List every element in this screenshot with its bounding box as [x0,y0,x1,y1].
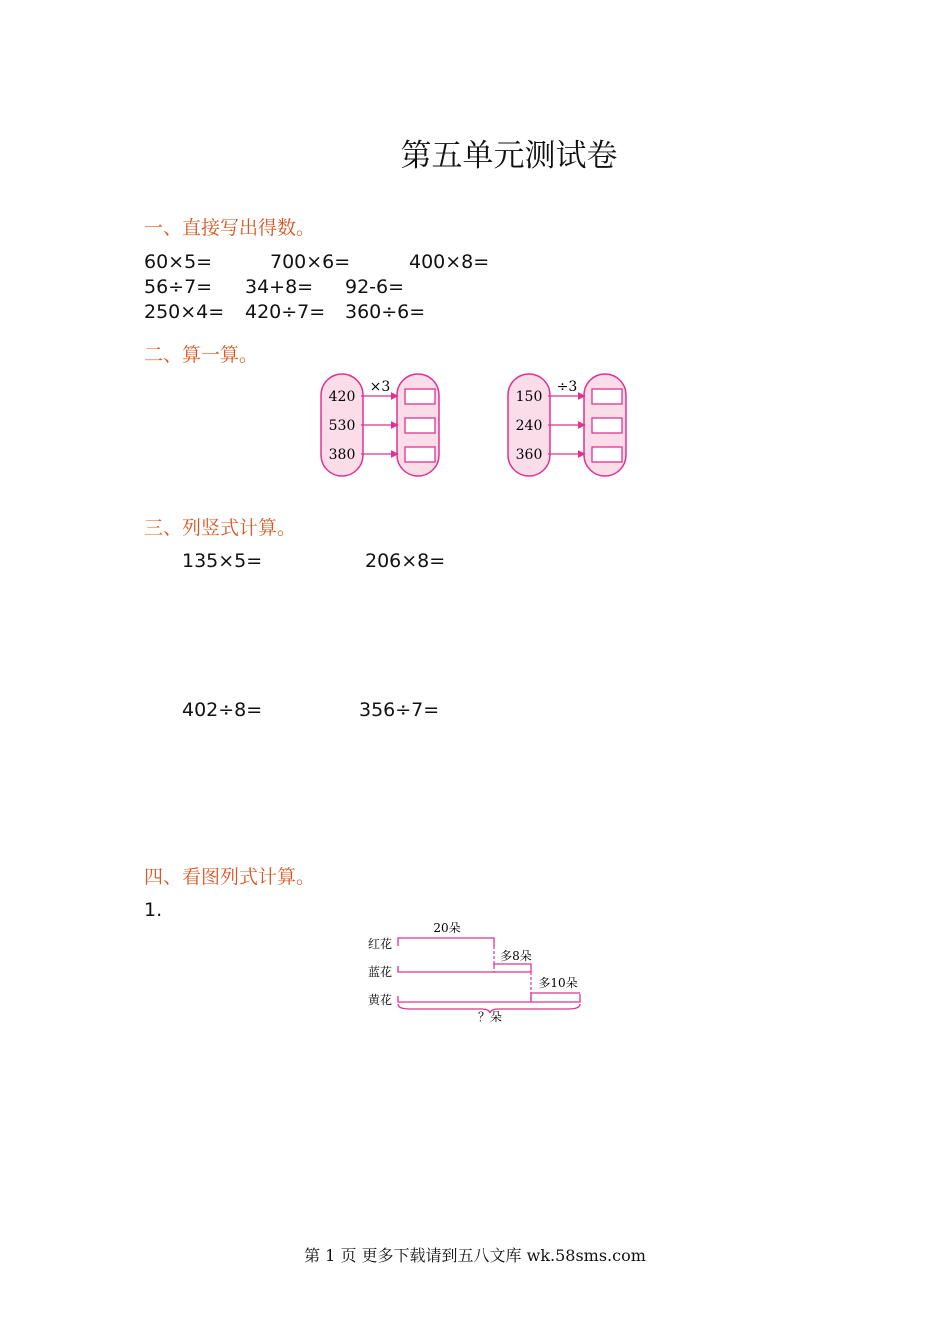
vertical-problem: 402÷8= [182,699,263,721]
machine-operator: ×3 [369,379,391,395]
section-3-heading: 三、列竖式计算。 [144,517,297,539]
yellow-bar [398,994,580,1002]
answer-box[interactable] [405,447,435,462]
blue-more-label: 多8朵 [500,949,532,963]
blue-flower-label: 蓝花 [368,965,393,979]
machine-divide-3 [508,374,626,476]
machine-input: 420 [328,389,356,405]
answer-box[interactable] [592,389,622,404]
answer-box[interactable] [405,389,435,404]
machine-operator: ÷3 [556,379,578,395]
machine-input: 380 [328,447,356,463]
oral-item: 60×5= [144,251,213,273]
machine-input: 240 [515,418,543,434]
machine-input: 360 [515,447,543,463]
problem-number: 1. [144,899,163,921]
page-footer: 第 1 页 更多下载请到五八文库 wk.58sms.com [304,1246,646,1265]
flower-bar-diagram [368,921,580,1024]
oral-item: 56÷7= [144,276,213,298]
oral-item: 400×8= [409,251,490,273]
oral-item: 420÷7= [245,301,326,323]
vertical-problem: 356÷7= [359,699,440,721]
machine-input: 150 [515,389,543,405]
question-label: ？朵 [477,1010,503,1024]
section-4-heading: 四、看图列式计算。 [144,866,316,888]
red-count-label: 20朵 [433,921,461,935]
oral-item: 250×4= [144,301,225,323]
answer-box[interactable] [592,447,622,462]
machine-input: 530 [328,418,356,434]
machine-times-3 [321,374,439,476]
oral-item: 360÷6= [345,301,426,323]
oral-item: 700×6= [270,251,351,273]
vertical-problem: 206×8= [365,550,446,572]
blue-bar [398,966,531,972]
oral-item: 34+8= [245,276,314,298]
vertical-problem: 135×5= [182,550,263,572]
red-bar [398,938,494,946]
answer-box[interactable] [405,418,435,433]
page-title: 第五单元测试卷 [400,138,618,174]
answer-box[interactable] [592,418,622,433]
oral-item: 92-6= [345,276,405,298]
yellow-more-label: 多10朵 [538,976,578,990]
section-1-heading: 一、直接写出得数。 [144,217,316,239]
yellow-flower-label: 黄花 [368,993,393,1007]
section-2-heading: 二、算一算。 [144,344,259,366]
red-flower-label: 红花 [368,937,393,951]
